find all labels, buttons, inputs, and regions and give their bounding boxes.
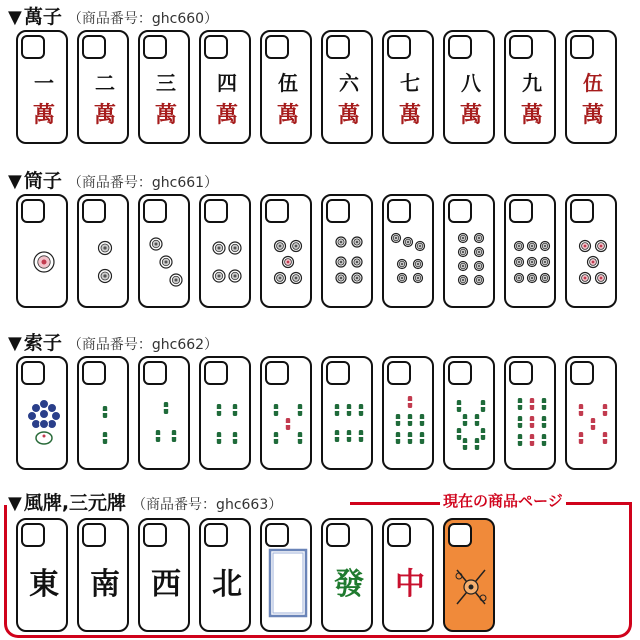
- pin-circle: [416, 242, 425, 251]
- pin-circle: [528, 274, 537, 283]
- phone-case-item[interactable]: [382, 194, 434, 308]
- phone-case-item[interactable]: [77, 356, 129, 470]
- tile-wan-char: 萬: [154, 102, 178, 128]
- tile-wan-char: 萬: [581, 102, 605, 128]
- triangle-icon: ▼: [8, 171, 22, 192]
- tile-honor-char: 東: [29, 567, 59, 602]
- triangle-icon: ▼: [8, 333, 22, 354]
- camera-cutout: [387, 199, 411, 223]
- phone-case-item[interactable]: [565, 356, 617, 470]
- phone-case-item[interactable]: [138, 518, 190, 632]
- pin-circle: [515, 274, 524, 283]
- camera-cutout: [387, 35, 411, 59]
- sou-stick: [297, 404, 303, 416]
- phone-case-item[interactable]: [321, 356, 373, 470]
- phone-case-item[interactable]: [138, 194, 190, 308]
- tile-honor-char: 南: [90, 567, 120, 602]
- pin-circle: [515, 258, 524, 267]
- tile-wan-char: 萬: [215, 102, 239, 128]
- section-title: 筒子: [23, 170, 62, 192]
- camera-cutout: [204, 35, 228, 59]
- camera-cutout: [387, 361, 411, 385]
- sou-stick: [517, 416, 523, 428]
- sou-stick: [462, 438, 468, 450]
- phone-case-item[interactable]: [199, 30, 251, 144]
- sou-stick: [462, 414, 468, 426]
- sou-stick: [297, 432, 303, 444]
- sou-stick: [346, 404, 352, 416]
- tile-wan-char: 萬: [32, 102, 56, 128]
- phone-case-item[interactable]: [260, 518, 312, 632]
- pin-circle: [352, 273, 362, 283]
- phone-case-item[interactable]: [16, 356, 68, 470]
- camera-cutout: [82, 523, 106, 547]
- section-heading: [8, 488, 286, 512]
- camera-cutout: [570, 199, 594, 223]
- pin-circle: [170, 274, 182, 286]
- product-code: （商品番号：ghc662）: [67, 337, 219, 353]
- phone-case-item[interactable]: [260, 194, 312, 308]
- pin-circle: [336, 273, 346, 283]
- camera-cutout: [204, 523, 228, 547]
- camera-cutout: [570, 35, 594, 59]
- pin-circle: [291, 241, 302, 252]
- camera-cutout: [448, 361, 472, 385]
- tile-wan-char: 萬: [520, 102, 544, 128]
- phone-case-item[interactable]: [565, 30, 617, 144]
- camera-cutout: [570, 361, 594, 385]
- camera-cutout: [509, 361, 533, 385]
- camera-cutout: [509, 199, 533, 223]
- sou-stick: [407, 396, 413, 408]
- phone-case-item[interactable]: [260, 30, 312, 144]
- sou-stick: [517, 398, 523, 410]
- pin-circle: [541, 258, 550, 267]
- current-page-label: 現在の商品ページ: [440, 490, 566, 511]
- pin-circle: [459, 262, 468, 271]
- phone-case-item[interactable]: [77, 194, 129, 308]
- phone-case-item[interactable]: [321, 194, 373, 308]
- camera-cutout: [387, 523, 411, 547]
- tile-numeral: 六: [339, 71, 359, 95]
- camera-cutout: [143, 523, 167, 547]
- phone-case-item[interactable]: [16, 518, 68, 632]
- sou-stick: [334, 404, 340, 416]
- pin-circle: [229, 270, 241, 282]
- sou-stick: [517, 434, 523, 446]
- sou-stick: [578, 404, 584, 416]
- camera-cutout: [21, 523, 45, 547]
- sou-stick: [480, 428, 486, 440]
- pin-circle: [229, 242, 241, 254]
- pin-circle: [459, 234, 468, 243]
- camera-cutout: [265, 35, 289, 59]
- pin-circle: [283, 257, 294, 268]
- camera-cutout: [265, 199, 289, 223]
- sou-stick: [541, 434, 547, 446]
- pin-circle: [352, 237, 362, 247]
- camera-cutout: [82, 35, 106, 59]
- sou-stick: [155, 430, 161, 442]
- tile-numeral: 二: [95, 71, 115, 95]
- sou-stick: [474, 438, 480, 450]
- pin-circle: [528, 242, 537, 251]
- pin-circle: [404, 238, 413, 247]
- phone-case-item[interactable]: [321, 518, 373, 632]
- sou-stick: [407, 414, 413, 426]
- phone-case-item[interactable]: [382, 356, 434, 470]
- product-code: （商品番号：ghc663）: [132, 497, 283, 513]
- camera-cutout: [448, 199, 472, 223]
- pin-circle: [459, 248, 468, 257]
- camera-cutout: [82, 361, 106, 385]
- emblem-icon: [456, 570, 486, 604]
- sou-stick: [334, 430, 340, 442]
- tile-numeral: 八: [461, 71, 481, 95]
- camera-cutout: [448, 523, 472, 547]
- camera-cutout: [326, 523, 350, 547]
- tile-wan-char: 萬: [398, 102, 422, 128]
- pin-circle: [541, 274, 550, 283]
- sou-stick: [358, 430, 364, 442]
- phone-case-item[interactable]: [16, 194, 68, 308]
- phone-case-item[interactable]: [565, 194, 617, 308]
- phone-case-item[interactable]: [16, 30, 68, 144]
- sou-stick: [480, 400, 486, 412]
- section-heading: [8, 166, 218, 190]
- pin-circle: [398, 260, 407, 269]
- tile-honor-char: 中: [395, 567, 425, 602]
- sou-stick: [602, 432, 608, 444]
- pin-circle: [275, 273, 286, 284]
- pin-circle: [596, 241, 607, 252]
- phone-case-item[interactable]: [443, 518, 495, 632]
- camera-cutout: [143, 35, 167, 59]
- pin-circle: [213, 270, 225, 282]
- pin-circle: [275, 241, 286, 252]
- phone-case-item[interactable]: [138, 30, 190, 144]
- triangle-icon: ▼: [8, 7, 22, 28]
- sou-stick: [541, 398, 547, 410]
- phone-case-item[interactable]: [504, 356, 556, 470]
- pin-circle: [150, 238, 162, 250]
- tile-numeral: 一: [34, 71, 54, 95]
- tile-numeral: 伍: [583, 71, 603, 95]
- pin-circle: [588, 257, 599, 268]
- pin-circle: [160, 256, 172, 268]
- phone-case-item[interactable]: [199, 518, 251, 632]
- pin-circle: [352, 257, 362, 267]
- tile-numeral: 七: [400, 71, 420, 95]
- tile-honor-char: 北: [212, 567, 242, 602]
- phone-case-item[interactable]: [199, 194, 251, 308]
- phone-case-item[interactable]: [443, 194, 495, 308]
- pin-circle: [34, 252, 54, 272]
- sou-stick: [273, 432, 279, 444]
- tile-numeral: 三: [156, 71, 176, 95]
- section-heading: [8, 328, 218, 352]
- camera-cutout: [21, 35, 45, 59]
- sou-stick: [474, 414, 480, 426]
- pin-circle: [99, 270, 112, 283]
- sou-stick: [273, 404, 279, 416]
- section-heading: [8, 2, 218, 26]
- tile-numeral: 四: [217, 71, 237, 95]
- pin-circle: [392, 234, 401, 243]
- phone-case-item[interactable]: [199, 356, 251, 470]
- phone-case-item[interactable]: [260, 356, 312, 470]
- sou-stick: [102, 432, 108, 444]
- camera-cutout: [204, 199, 228, 223]
- sou-stick: [216, 432, 222, 444]
- tile-wan-char: 萬: [337, 102, 361, 128]
- camera-cutout: [143, 361, 167, 385]
- sou-stick: [456, 428, 462, 440]
- phone-case-item[interactable]: [504, 194, 556, 308]
- product-code: （商品番号：ghc660）: [67, 11, 219, 27]
- tile-numeral: 伍: [278, 71, 298, 95]
- triangle-icon: ▼: [8, 493, 22, 514]
- phone-case-item[interactable]: [504, 30, 556, 144]
- sou-stick: [407, 432, 413, 444]
- tile-wan-char: 萬: [459, 102, 483, 128]
- sou-stick: [395, 414, 401, 426]
- pin-circle: [515, 242, 524, 251]
- phone-case-item[interactable]: [382, 518, 434, 632]
- camera-cutout: [265, 361, 289, 385]
- camera-cutout: [82, 199, 106, 223]
- pin-circle: [475, 248, 484, 257]
- sou-stick: [529, 398, 535, 410]
- phone-case-item[interactable]: [321, 30, 373, 144]
- sou-stick: [163, 402, 169, 414]
- tile-wan-char: 萬: [276, 102, 300, 128]
- camera-cutout: [326, 361, 350, 385]
- sou-stick: [346, 430, 352, 442]
- sou-stick: [285, 418, 291, 430]
- camera-cutout: [21, 199, 45, 223]
- sou-stick: [395, 432, 401, 444]
- sou-stick: [232, 404, 238, 416]
- section-title: 萬子: [23, 6, 62, 28]
- pin-circle: [541, 242, 550, 251]
- camera-cutout: [326, 199, 350, 223]
- pin-circle: [596, 273, 607, 284]
- pin-circle: [414, 274, 423, 283]
- phone-case-item[interactable]: [77, 30, 129, 144]
- peacock-icon: [28, 400, 61, 445]
- tile-wan-char: 萬: [93, 102, 117, 128]
- haku-frame: [270, 550, 306, 616]
- camera-cutout: [204, 361, 228, 385]
- pin-circle: [398, 274, 407, 283]
- pin-circle: [414, 260, 423, 269]
- camera-cutout: [448, 35, 472, 59]
- phone-case-item[interactable]: [138, 356, 190, 470]
- camera-cutout: [326, 35, 350, 59]
- sou-stick: [529, 416, 535, 428]
- phone-case-item[interactable]: [443, 356, 495, 470]
- tile-honor-char: 西: [151, 567, 181, 602]
- pin-circle: [475, 262, 484, 271]
- phone-case-item[interactable]: [443, 30, 495, 144]
- pin-circle: [475, 234, 484, 243]
- camera-cutout: [143, 199, 167, 223]
- sou-stick: [232, 432, 238, 444]
- phone-case-item[interactable]: [77, 518, 129, 632]
- sou-stick: [419, 414, 425, 426]
- sou-stick: [590, 418, 596, 430]
- sou-stick: [102, 406, 108, 418]
- pin-circle: [291, 273, 302, 284]
- tile-numeral: 九: [522, 71, 542, 95]
- sou-stick: [171, 430, 177, 442]
- camera-cutout: [265, 523, 289, 547]
- camera-cutout: [509, 35, 533, 59]
- sou-stick: [602, 404, 608, 416]
- pin-circle: [336, 237, 346, 247]
- pin-circle: [213, 242, 225, 254]
- phone-case-item[interactable]: [382, 30, 434, 144]
- pin-circle: [459, 276, 468, 285]
- sou-stick: [578, 432, 584, 444]
- camera-cutout: [21, 361, 45, 385]
- pin-circle: [580, 273, 591, 284]
- tile-honor-char: 發: [334, 567, 364, 602]
- product-code: （商品番号：ghc661）: [67, 175, 219, 191]
- sou-stick: [456, 400, 462, 412]
- section-title: 索子: [23, 332, 62, 354]
- pin-circle: [99, 242, 112, 255]
- pin-circle: [336, 257, 346, 267]
- sou-stick: [419, 432, 425, 444]
- sou-stick: [541, 416, 547, 428]
- section-title: 風牌,三元牌: [23, 492, 127, 514]
- pin-circle: [475, 276, 484, 285]
- sou-stick: [216, 404, 222, 416]
- sou-stick: [358, 404, 364, 416]
- pin-circle: [528, 258, 537, 267]
- pin-circle: [580, 241, 591, 252]
- sou-stick: [529, 434, 535, 446]
